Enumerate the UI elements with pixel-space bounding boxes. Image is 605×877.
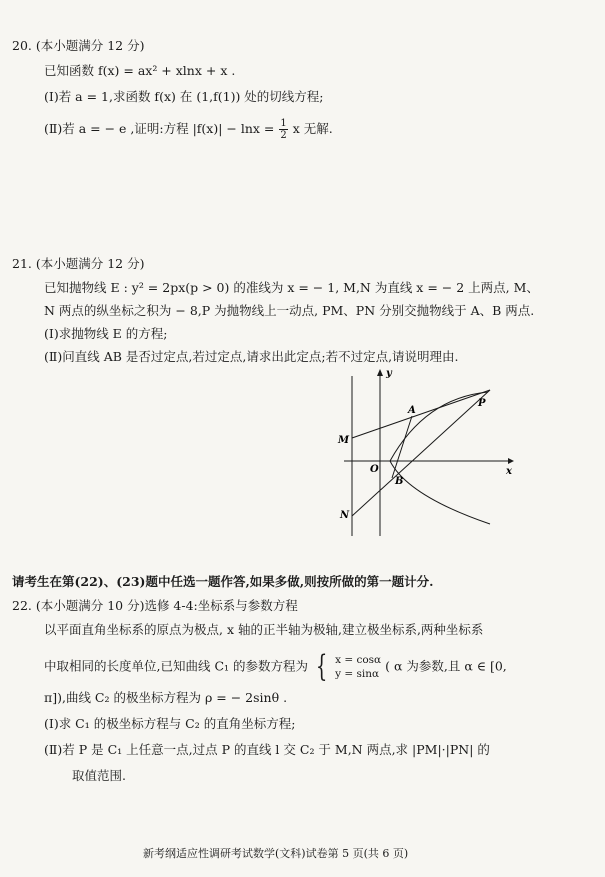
label-O: O bbox=[370, 464, 379, 475]
q21-stem-line2: N 两点的纵坐标之积为 − 8,P 为抛物线上一动点, PM、PN 分别交抛物线于 A、B 两点. bbox=[44, 303, 535, 318]
page-footer: 新考纲适应性调研考试数学(文科)试卷第 5 页(共 6 页) bbox=[143, 847, 409, 860]
q22-part2: (Ⅱ)若 P 是 C₁ 上任意一点,过点 P 的直线 l 交 C₂ 于 M,N 两点,求 |PM|·|PN| 的 bbox=[44, 742, 490, 757]
q22-line2 bbox=[44, 649, 507, 684]
q20-part2-post: x 无解. bbox=[292, 121, 333, 136]
param-x: x = cosα bbox=[335, 654, 382, 666]
q20-stem: 已知函数 f(x) = ax² + xlnx + x . bbox=[44, 63, 236, 78]
q22-line1: 以平面直角坐标系的原点为极点, x 轴的正半轴为极轴,建立极坐标系,两种坐标系 bbox=[44, 622, 484, 637]
parabola-figure bbox=[330, 366, 520, 538]
label-P: P bbox=[478, 398, 486, 409]
q21-part2: (Ⅱ)问直线 AB 是否过定点,若过定点,请求出此定点;若不过定点,请说明理由. bbox=[44, 349, 459, 364]
q21-stem-line1: 已知抛物线 E : y² = 2px(p > 0) 的准线为 x = − 1, M,N 为直线 x = − 2 上两点, M、 bbox=[44, 280, 539, 295]
fraction-numerator: 1 bbox=[280, 118, 287, 129]
q21-part1: (Ⅰ)求抛物线 E 的方程; bbox=[44, 326, 168, 341]
label-x: x bbox=[506, 466, 512, 477]
parabola-curve bbox=[390, 392, 490, 524]
label-M: M bbox=[338, 435, 350, 446]
fraction-denominator: 2 bbox=[280, 130, 287, 141]
brace: { bbox=[315, 649, 328, 684]
q21-header: 21. (本小题满分 12 分) bbox=[12, 256, 145, 271]
x-axis-arrow bbox=[508, 458, 514, 464]
line-AB bbox=[392, 416, 412, 478]
q20-header: 20. (本小题满分 12 分) bbox=[12, 38, 145, 53]
q20-part1: (Ⅰ)若 a = 1,求函数 f(x) 在 (1,f(1)) 处的切线方程; bbox=[44, 89, 324, 104]
q22-line2-post: ( α 为参数,且 α ∈ [0, bbox=[385, 658, 507, 674]
q20-part2 bbox=[44, 118, 333, 141]
label-N: N bbox=[340, 510, 350, 521]
q22-part1: (Ⅰ)求 C₁ 的极坐标方程与 C₂ 的直角坐标方程; bbox=[44, 716, 296, 731]
q22-line3: π]),曲线 C₂ 的极坐标方程为 ρ = − 2sinθ . bbox=[44, 690, 288, 705]
q22-header: 22. (本小题满分 10 分)选修 4-4:坐标系与参数方程 bbox=[12, 598, 298, 613]
q20-part2-pre: (Ⅱ)若 a = − e ,证明:方程 |f(x)| − lnx = bbox=[44, 121, 275, 136]
choice-instruction: 请考生在第(22)、(23)题中任选一题作答,如果多做,则按所做的第一题计分. bbox=[12, 574, 434, 589]
y-axis-arrow bbox=[377, 369, 383, 376]
line-MP bbox=[352, 390, 490, 438]
param-y: y = sinα bbox=[335, 668, 380, 680]
q22-line2-pre: 中取相同的长度单位,已知曲线 C₁ 的参数方程为 bbox=[44, 658, 308, 674]
fraction-one-half bbox=[279, 118, 287, 141]
line-NP bbox=[352, 390, 490, 516]
label-y: y bbox=[386, 368, 392, 379]
label-B: B bbox=[395, 476, 404, 487]
label-A: A bbox=[408, 405, 416, 416]
parametric-system bbox=[335, 653, 381, 681]
q22-part2b: 取值范围. bbox=[72, 768, 126, 783]
